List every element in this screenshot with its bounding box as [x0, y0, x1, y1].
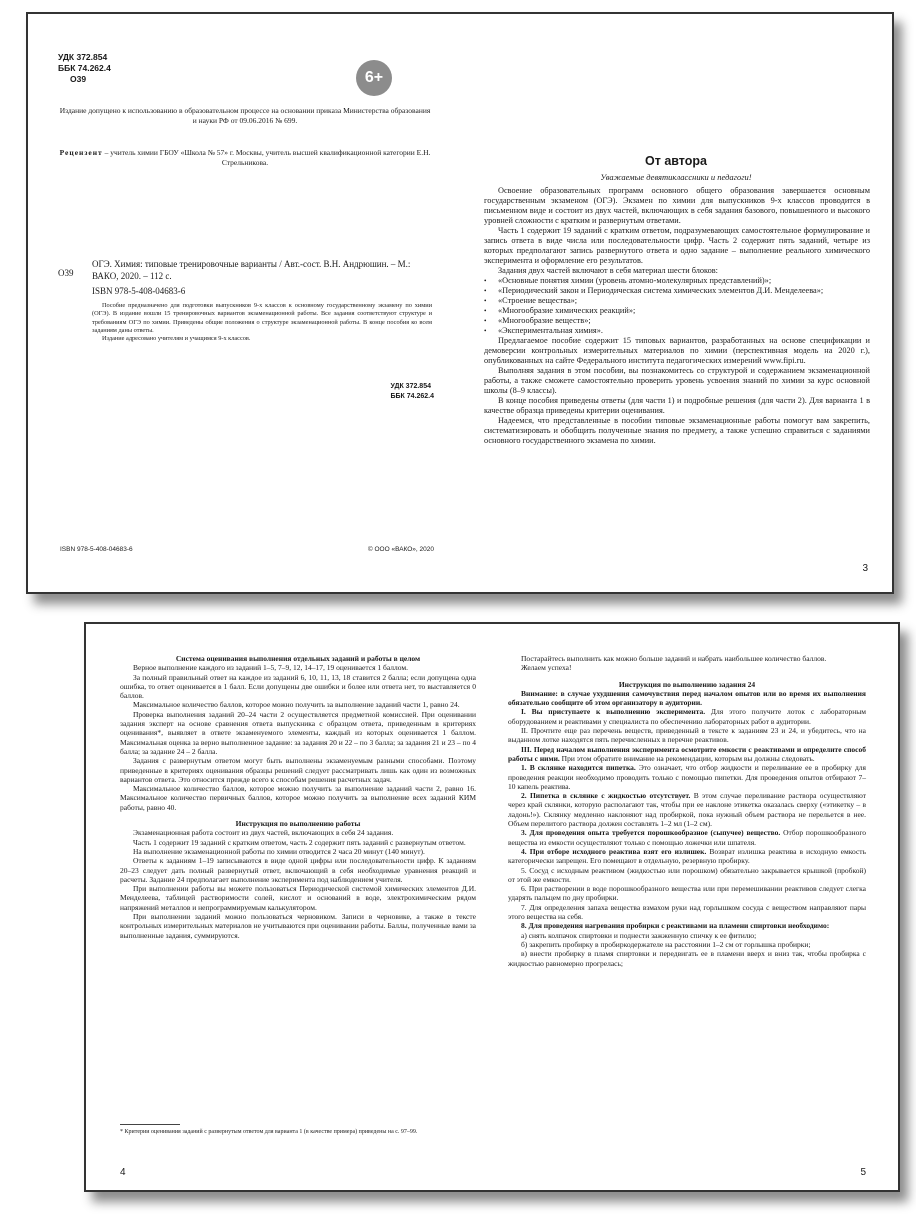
step-text: При этом обратите внимание на рекомендации, которым вы должны следовать.	[559, 753, 815, 763]
step-2	[508, 726, 866, 745]
list-item: • «Периодический закон и Периодическая система химических элементов Д.И. Менделеева»;	[484, 286, 870, 296]
rule-2	[508, 791, 866, 828]
book-spread-top	[26, 12, 894, 594]
step-1	[508, 707, 866, 726]
preface-title: От автора	[645, 154, 707, 168]
step-head: II. Прочтите еще раз перечень веществ, приведенный в тексте к заданиям 23 и 24, и убедитесь, что на выданном лотке находятся пять перечисленных в перечне реактивов.	[508, 726, 866, 745]
author-code: О39	[70, 74, 87, 84]
approval-note: Издание допущено к использованию в образовательном процессе на основании приказа Министерства образования и науки РФ от 09.06.2016 № 699.	[59, 106, 431, 125]
list-item: • «Основные понятия химии (уровень атомно-молекулярных представлений)»;	[484, 276, 870, 286]
list-item: • «Экспериментальная химия».	[484, 326, 870, 336]
paragraph: За полный правильный ответ на каждое из заданий 6, 10, 11, 13, 18 ставится 2 балла; если допущена одна ошибка, то ответ оценивается в 1 балл. Если допущены две ошибки и более или ответа нет, то выставляется 0 баллов.	[120, 672, 476, 701]
section-heading: Инструкция по выполнению задания 24	[618, 679, 756, 689]
rule-text: Отбор порошкообразного вещества из емкости осуществляют только с помощью ложечки или шпателя.	[508, 828, 866, 847]
reviewer-note	[58, 148, 432, 168]
rule-head: 6. При растворении в воде порошкообразного вещества или при перемешивании реактивов следует слегка ударять пальцем по дну пробирки.	[508, 884, 866, 903]
page-number: 3	[862, 563, 868, 574]
rule-8-b: б) закрепить пробирку в пробиркодержателе на расстоянии 1–2 см от горлышка пробирки;	[521, 939, 811, 949]
paragraph: При выполнении работы вы можете пользоваться Периодической системой химических элементов Д.И. Менделеева, таблицей растворимости солей, кислот и оснований в воде, электрохимическим рядом напряжений металлов и непрограммируемым калькулятором.	[120, 884, 476, 912]
paragraph: Задания двух частей включают в себя материал шести блоков:	[498, 266, 718, 275]
bbk-code: ББК 74.262.4	[58, 63, 111, 73]
preface-salutation: Уважаемые девятиклассники и педагоги!	[600, 172, 752, 182]
udk-code: УДК 372.854	[58, 52, 108, 62]
rule-head: 3. Для проведения опыта требуется порошкообразное (сыпучее) вещество.	[521, 828, 781, 838]
paragraph: Максимальное количество баллов, которое можно получить за выполнение заданий части 1, равно 24.	[133, 700, 460, 710]
paragraph: На выполнение экзаменационной работы по химии отводится 2 часа 20 минут (140 минут).	[133, 846, 425, 856]
rule-3	[508, 828, 866, 847]
instruction-column	[508, 654, 866, 968]
udk-code-right: УДК 372.854	[390, 383, 431, 390]
rule-8-c: в) внести пробирку в пламя спиртовки и передвигать ее в пламени вверх и вниз так, чтобы пробирка с жидкостью равномерно прогрелась;	[508, 949, 866, 968]
rule-text: Возврат излишка реактива в исходную емкость категорически запрещен. Его помещают в отдельную, резервную пробирку.	[508, 846, 866, 866]
annotation-audience: Издание адресовано учителям и учащимся 9-х классов.	[102, 335, 251, 343]
paragraph: Часть 1 содержит 19 заданий с кратким ответом, часть 2 содержит пять заданий с развернутым ответом.	[133, 837, 466, 847]
rule-head: 2. Пипетка в склянке с жидкостью отсутствует.	[521, 791, 691, 801]
bibliographic-record: ОГЭ. Химия: типовые тренировочные варианты / Авт.-сост. В.Н. Андрюшин. – М.: ВАКО, 2020. – 112 с.	[92, 259, 411, 281]
rule-6	[508, 884, 866, 903]
paragraph: Освоение образовательных программ основного общего образования завершается основным государственным экзаменом (ОГЭ). Экзамен по химии для выпускников 9-х классов проводится в письменном виде и состоит из двух частей, включающих в себя задания базового, повышенного и высокого уровней сложности с кратким и развернутым ответами.	[484, 186, 870, 225]
reviewer-text: – учитель химии ГБОУ «Школа № 57» г. Москвы, учитель высшей квалификационной категории Е.Н. Стрельникова.	[102, 148, 431, 167]
step-head: III. Перед началом выполнения эксперимента осмотрите емкости с реактивами и определите способ работы с ними.	[508, 744, 866, 763]
paragraph: Верное выполнение каждого из заданий 1–5, 7–9, 12, 14–17, 19 оценивается 1 баллом.	[133, 663, 408, 673]
paragraph: Ответы к заданиям 1–19 записываются в виде одной цифры или последовательности цифр. К заданиям 20–23 следует дать полный развернутый ответ, включающий в себя необходимые уравнения реакций и расчеты. Задание 24 предполагает выполнение эксперимента под наблюдением учителя.	[120, 856, 476, 884]
annotation-text: Пособие предназначено для подготовки выпускников 9-х классов к основному государственному экзамену по химии (ОГЭ). В издание вошли 15 тренировочных вариантов экзаменационной работы. Все задания соответствуют структуре и требованиям ОГЭ по химии. Приведены общие положения о структуре экзаменационной работы. В конце пособия ко всем заданиям даны ответы.	[92, 302, 432, 334]
rule-1	[508, 763, 866, 791]
book-spread-bottom	[84, 622, 900, 1192]
instruction-page	[492, 624, 898, 1190]
rule-4	[508, 847, 866, 866]
page-number: 5	[860, 1167, 866, 1178]
grading-page	[86, 624, 492, 1190]
rule-7	[508, 903, 866, 922]
preface-page	[460, 14, 892, 592]
catalog-codes	[58, 52, 111, 85]
section-heading: Инструкция по выполнению работы	[235, 819, 361, 829]
footer-isbn: ISBN 978-5-408-04683-6	[60, 546, 133, 553]
paragraph: Часть 1 содержит 19 заданий с кратким ответом, подразумевающих самостоятельное формулирование и запись ответа в виде числа или последовательности цифр. Часть 2 содержит пять заданий, четыре из которых предполагают запись развернутого ответа и одно задание – выполнение реального химического эксперимента и оформление его результатов.	[484, 226, 870, 265]
list-item: • «Многообразие веществ»;	[484, 316, 870, 326]
list-item: • «Многообразие химических реакций»;	[484, 306, 870, 316]
catalog-codes-right	[390, 382, 434, 402]
paragraph: Максимальное количество баллов, которое можно получить за выполнение заданий части 2, равно 16. Максимальное количество первичных баллов, которое можно получить за выполнение всех заданий КИМ работы, равно 40.	[120, 784, 476, 812]
step-head: I. Вы приступаете к выполнению эксперимента.	[521, 707, 706, 717]
footnote: * Критерии оценивания заданий с развернутым ответом для варианта 1 (в качестве примера) приведены на с. 97–99.	[120, 1129, 418, 1135]
section-heading: Система оценивания выполнения отдельных заданий и работы в целом	[175, 654, 421, 663]
imprint-page	[28, 14, 460, 592]
list-item: • «Строение вещества»;	[484, 296, 870, 306]
rule-5	[508, 866, 866, 885]
rule-head: 5. Сосуд с исходным реактивом (жидкостью или порошком) обязательно закрывается крышкой (пробкой) от этой же емкости.	[508, 865, 866, 884]
rule-8: 8. Для проведения нагревания пробирки с реактивами на пламени спиртовки необходимо:	[521, 921, 830, 931]
shelf-code: О39	[58, 268, 74, 278]
preface-body	[484, 186, 870, 446]
paragraph: Предлагаемое пособие содержит 15 типовых вариантов, разработанных на основе спецификации и демоверсии контрольных измерительных материалов по химии (перспективная модель на 2020 г.), опубликованных на сайте Федерального института педагогических измерений www.fipi.ru.	[484, 336, 870, 365]
paragraph: Задания с развернутым ответом могут быть выполнены экзаменуемым разными способами. Поэтому приведенные в критериях оценивания образцы решений следует рассматривать лишь как один из возможных вариантов ответа. Это относится прежде всего к способам решения расчетных задач.	[120, 756, 476, 784]
rule-head: 7. Для определения запаха вещества взмахом руки над горлышком сосуда с веществом направляют пары этого вещества на себя.	[508, 902, 866, 922]
paragraph: Выполняя задания в этом пособии, вы познакомитесь со структурой и содержанием экзаменационной работы, а также сможете самостоятельно проверить уровень усвоения знаний по химии за курс основной школы (8–9 классы).	[484, 366, 870, 395]
reviewer-label: Рецензент	[59, 148, 103, 157]
footer-copyright: © ООО «ВАКО», 2020	[367, 546, 434, 553]
footnote-divider	[120, 1124, 180, 1125]
isbn: ISBN 978-5-408-04683-6	[92, 286, 186, 296]
rule-text: Это означает, что отбор жидкости и переливание ее в пробирку для проведения реакции необходимо проводить только с помощью пипетки. Для проведения опытов отбирают 7–10 капель реактива.	[508, 763, 866, 791]
paragraph: Надеемся, что представленные в пособии типовые экзаменационные работы помогут вам закрепить, систематизировать и обобщить полученные знания по предмету, а также успешно справиться с заданиями основного государственного экзамена по химии.	[484, 416, 870, 445]
paragraph: При выполнении заданий можно пользоваться черновиком. Записи в черновике, а также в тексте контрольных измерительных материалов не учитываются при оценивании работы. Баллы, полученные вами за выполненные задания, суммируются.	[120, 912, 476, 940]
page-number: 4	[120, 1167, 126, 1178]
blocks-list	[484, 276, 870, 336]
rule-text: В этом случае переливание раствора осуществляют через край склянки, которую располагают так, чтобы при ее наклоне этикетка оказалась сверху («этикетку – в ладонь!»). Склянку медленно наклоняют над пробиркой, пока нужный объем раствора не перельется в нее. Объем перелитого раствора должен составлять 1–2 мл (1–2 см).	[508, 791, 866, 829]
age-rating-badge: 6+	[356, 60, 392, 96]
paragraph: Экзаменационная работа состоит из двух частей, включающих в себя 24 задания.	[133, 828, 394, 838]
rule-head: 4. При отборе исходного реактива взят его излишек.	[521, 846, 707, 856]
rule-8-a: а) снять колпачок спиртовки и поднести зажженную спичку к ее фитилю;	[521, 930, 757, 940]
warning-text: Внимание: в случае ухудшения самочувствия перед началом опытов или во время их выполнения обязательно сообщите об этом организатору в аудитории.	[508, 688, 866, 708]
bbk-code-right: ББК 74.262.4	[390, 393, 434, 400]
grading-column	[120, 654, 476, 940]
paragraph: Проверка выполнения заданий 20–24 части 2 осуществляется предметной комиссией. При оценивании задания эксперт на основе сравнения ответа выпускника с образцом ответа, приведенным в критериях оценивания*, выявляет в ответе экзаменуемого элементы, каждый из которых оценивается 1 баллом. Максимальная оценка за верно выполненное задание: за задания 20 и 22 – по 3 балла; за задания 21 и 23 – по 4 балла; за задание 24 – 2 балла.	[120, 709, 476, 756]
paragraph: Желаем успеха!	[521, 663, 572, 673]
step-3	[508, 745, 866, 764]
step-text: Для этого получите лоток с лабораторным оборудованием и реактивами у специалиста по обеспечению лабораторных работ в аудитории.	[508, 707, 866, 726]
annotation	[92, 302, 432, 343]
paragraph: В конце пособия приведены ответы (для части 1) и подробные решения (для части 2). Для варианта 1 в качестве образца приведены критерии оценивания.	[484, 396, 870, 415]
rule-head: 1. В склянке находится пипетка.	[521, 763, 636, 773]
paragraph: Постарайтесь выполнить как можно больше заданий и набрать наибольшее количество баллов.	[521, 654, 827, 663]
